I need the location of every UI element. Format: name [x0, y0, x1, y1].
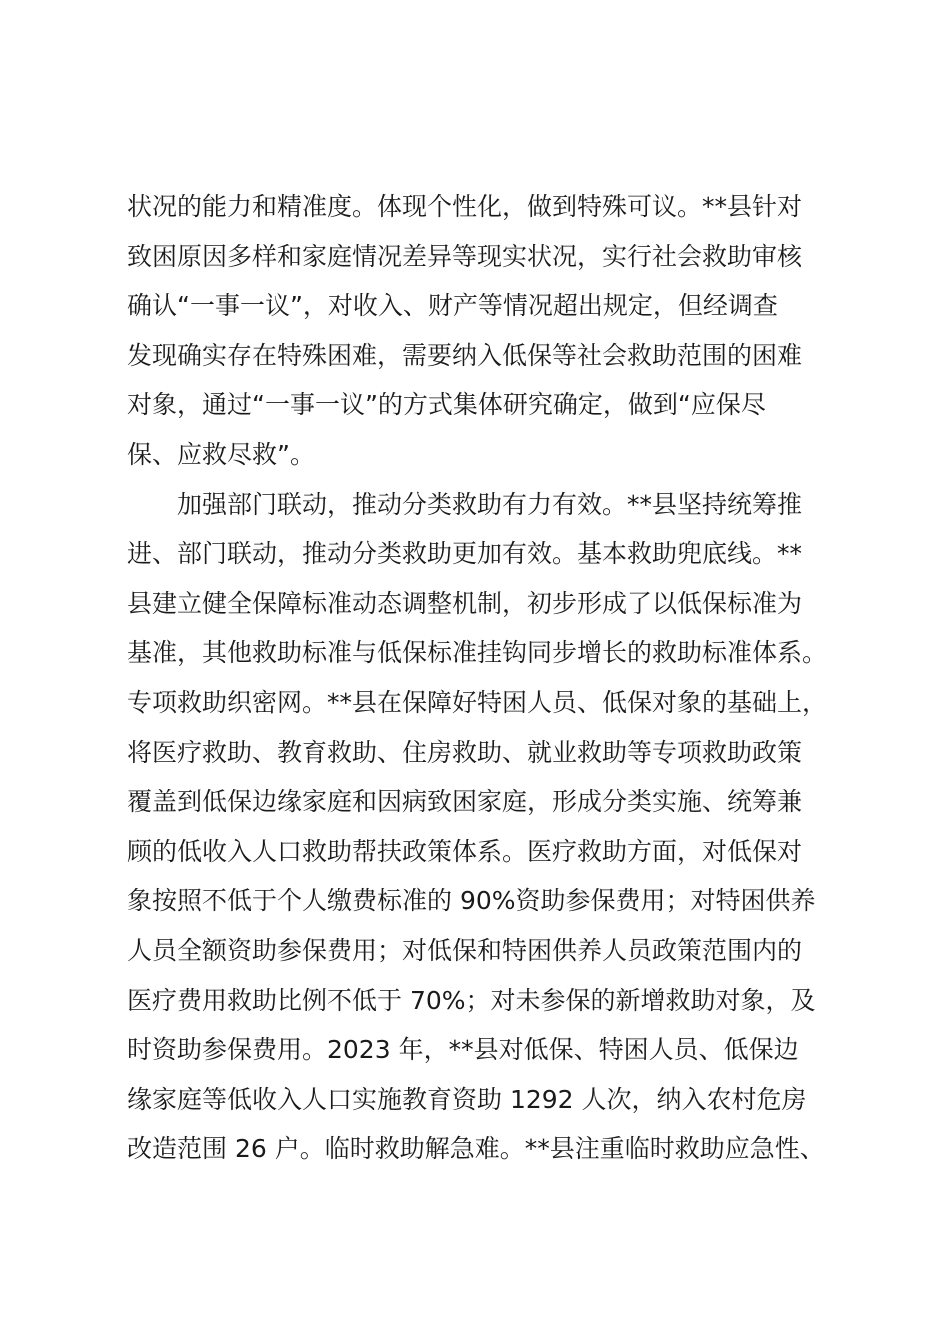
text-line: 对象，通过“一事一议”的方式集体研究确定，做到“应保尽	[127, 390, 766, 420]
text-line: 确认“一事一议”，对收入、财产等情况超出规定，但经调查	[127, 291, 778, 321]
text-line: 时资助参保费用。2023 年，**县对低保、特困人员、低保边	[127, 1035, 799, 1065]
text-line: 县建立健全保障标准动态调整机制，初步形成了以低保标准为	[127, 588, 803, 618]
text-line: 保、应救尽救”。	[127, 439, 315, 469]
text-line: 致困原因多样和家庭情况差异等现实状况，实行社会救助审核	[127, 241, 803, 271]
text-line: 专项救助织密网。**县在保障好特困人员、低保对象的基础上，	[127, 687, 828, 717]
text-line: 改造范围 26 户。临时救助解急难。**县注重临时救助应急性、	[127, 1134, 825, 1164]
text-line: 进、部门联动，推动分类救助更加有效。基本救助兜底线。**	[127, 539, 803, 569]
text-line: 顾的低收入人口救助帮扶政策体系。医疗救助方面，对低保对	[127, 836, 803, 866]
text-line: 基准，其他救助标准与低保标准挂钩同步增长的救助标准体系。	[127, 638, 828, 668]
text-line: 将医疗救助、教育救助、住房救助、就业救助等专项救助政策	[127, 737, 803, 767]
body-text	[127, 182, 847, 1174]
paragraph-first-line: 加强部门联动，推动分类救助有力有效。**县坚持统筹推	[177, 489, 803, 519]
text-line: 象按照不低于个人缴费标准的 90%资助参保费用；对特困供养	[127, 886, 816, 916]
text-line: 覆盖到低保边缘家庭和因病致困家庭，形成分类实施、统筹兼	[127, 787, 803, 817]
text-line: 发现确实存在特殊困难，需要纳入低保等社会救助范围的困难	[127, 340, 803, 370]
text-line: 医疗费用救助比例不低于 70%；对未参保的新增救助对象，及	[127, 985, 816, 1015]
text-line: 状况的能力和精准度。体现个性化，做到特殊可议。**县针对	[127, 192, 803, 221]
text-line: 缘家庭等低收入人口实施教育资助 1292 人次，纳入农村危房	[127, 1084, 807, 1114]
text-line: 人员全额资助参保费用；对低保和特困供养人员政策范围内的	[127, 935, 803, 965]
